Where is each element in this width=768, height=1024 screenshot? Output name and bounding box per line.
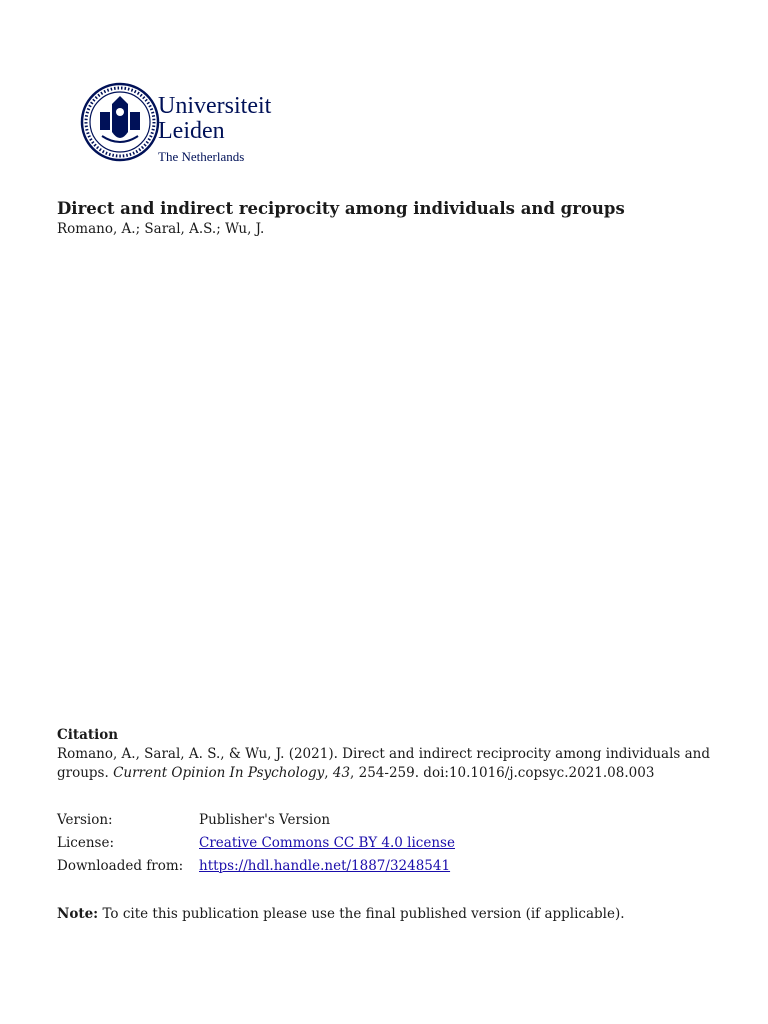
citation-journal: Current Opinion In Psychology [113, 765, 325, 781]
publication-title: Direct and indirect reciprocity among individuals and groups [57, 199, 625, 218]
logo-text [158, 94, 271, 166]
version-label: Version: [57, 812, 113, 828]
logo-university: Universiteit [158, 93, 272, 119]
version-value: Publisher's Version [199, 812, 331, 828]
downloaded-label: Downloaded from: [57, 858, 184, 874]
publication-authors: Romano, A.; Saral, A.S.; Wu, J. [57, 221, 265, 237]
note-text: To cite this publication please use the final published version (if applicable). [98, 906, 625, 922]
citation-text [57, 745, 717, 783]
citation-separator: , [324, 765, 333, 781]
note [57, 906, 625, 922]
citation-suffix: , 254-259. doi:10.1016/j.copsyc.2021.08.003 [350, 765, 655, 781]
note-label: Note: [57, 906, 99, 922]
license-link[interactable]: Creative Commons CC BY 4.0 license [199, 835, 455, 851]
handle-link[interactable]: https://hdl.handle.net/1887/3248541 [199, 858, 451, 874]
logo-leiden: Leiden [158, 118, 225, 144]
license-label: License: [57, 835, 114, 851]
citation-heading: Citation [57, 727, 119, 743]
citation-prefix: Romano, A., Saral, A. S., & Wu, J. (2021). Direct and indirect reciprocity among individuals and groups. [57, 746, 710, 781]
citation-volume: 43 [332, 765, 351, 781]
logo-country: The Netherlands [158, 149, 245, 164]
university-seal-icon [80, 82, 160, 162]
university-logo [80, 82, 280, 168]
